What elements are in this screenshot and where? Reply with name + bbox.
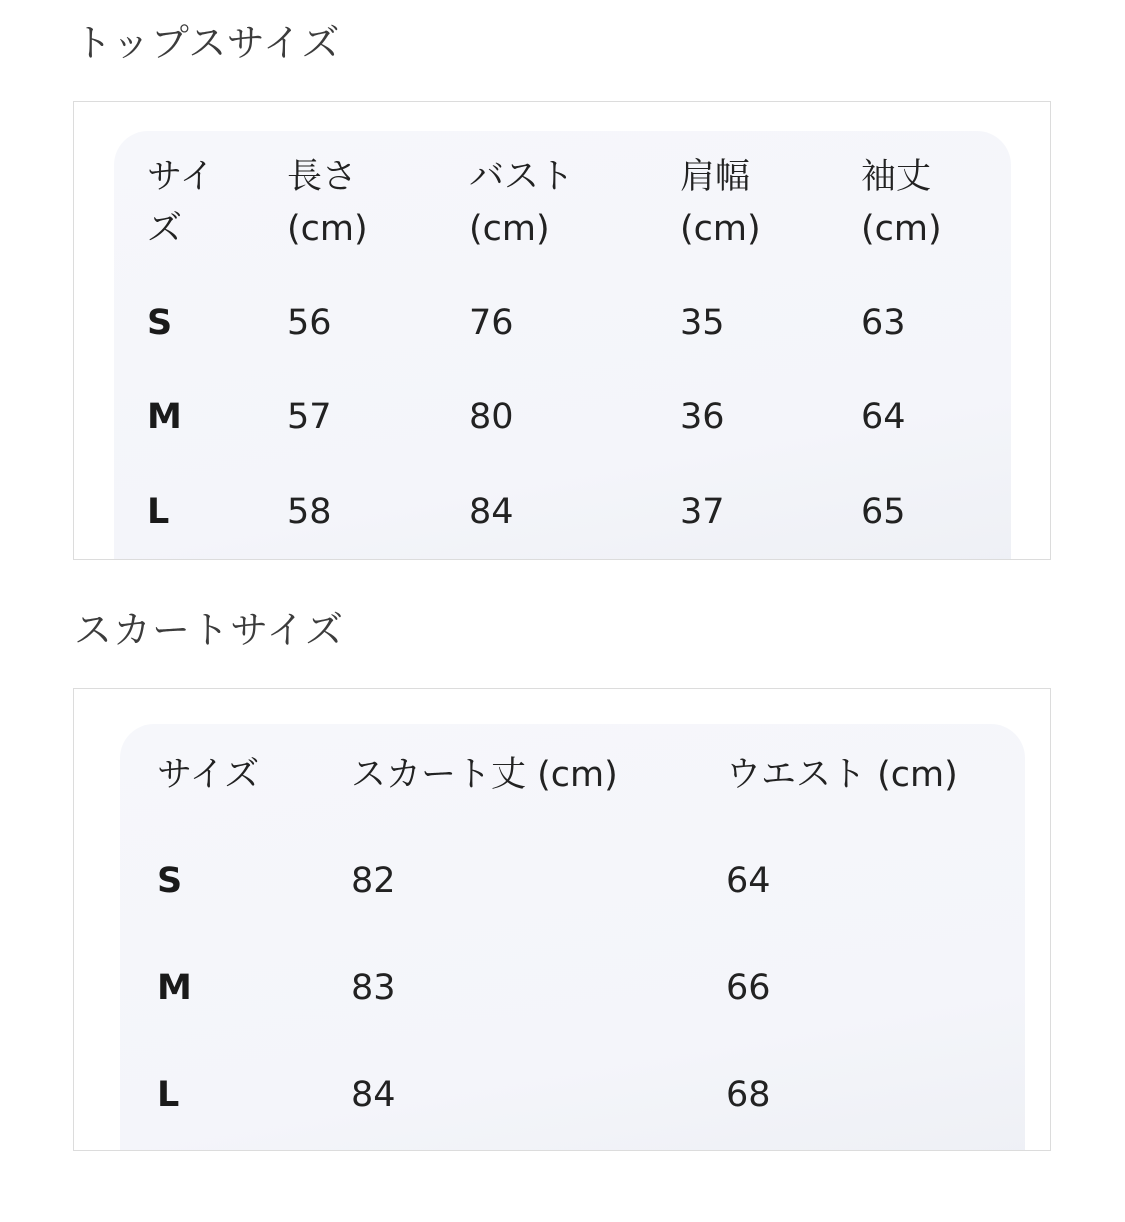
skirt-size-table	[120, 724, 1025, 1151]
header-size	[147, 151, 215, 255]
header-size: サイズ	[157, 755, 260, 795]
tops-size-table-frame	[73, 101, 1051, 560]
header-length-line1: 長さ	[287, 157, 358, 197]
header-shoulder-line1: 肩幅	[680, 157, 751, 197]
skirt-row-m-waist: 66	[726, 968, 771, 1008]
header-size-line1: サイ	[147, 157, 215, 197]
skirt-row-s-length: 82	[351, 861, 396, 901]
tops-row-m-shoulder: 36	[680, 397, 725, 437]
tops-row-s-shoulder: 35	[680, 303, 725, 343]
tops-row-s-bust: 76	[469, 303, 514, 343]
header-bust-line2: (cm)	[469, 209, 550, 249]
tops-row-m-bust: 80	[469, 397, 514, 437]
tops-row-l-shoulder: 37	[680, 492, 725, 532]
tops-row-m-sleeve: 64	[861, 397, 906, 437]
skirt-size-table-frame	[73, 688, 1051, 1151]
header-length-line2: (cm)	[287, 209, 368, 249]
skirt-size-title: スカートサイズ	[74, 608, 344, 652]
skirt-row-l-size: L	[157, 1075, 180, 1115]
header-sleeve	[861, 151, 942, 255]
tops-row-m-size: M	[147, 397, 182, 437]
header-shoulder	[680, 151, 761, 255]
tops-row-s-sleeve: 63	[861, 303, 906, 343]
header-length	[287, 151, 368, 255]
tops-size-table	[114, 131, 1011, 560]
header-bust	[469, 151, 574, 255]
header-shoulder-line2: (cm)	[680, 209, 761, 249]
skirt-row-m-length: 83	[351, 968, 396, 1008]
skirt-row-m-size: M	[157, 968, 192, 1008]
tops-row-s-size: S	[147, 303, 173, 343]
skirt-row-l-length: 84	[351, 1075, 396, 1115]
tops-row-l-sleeve: 65	[861, 492, 906, 532]
header-skirt-length: スカート丈 (cm)	[351, 755, 618, 795]
skirt-row-s-size: S	[157, 861, 183, 901]
header-size-line2: ズ	[147, 209, 183, 249]
tops-size-title: トップスサイズ	[74, 21, 341, 65]
tops-row-l-length: 58	[287, 492, 332, 532]
tops-row-l-size: L	[147, 492, 170, 532]
tops-row-l-bust: 84	[469, 492, 514, 532]
skirt-row-s-waist: 64	[726, 861, 771, 901]
header-sleeve-line1: 袖丈	[861, 157, 932, 197]
tops-row-m-length: 57	[287, 397, 332, 437]
header-waist: ウエスト (cm)	[726, 755, 958, 795]
header-bust-line1: バスト	[469, 157, 575, 197]
header-sleeve-line2: (cm)	[861, 209, 942, 249]
skirt-row-l-waist: 68	[726, 1075, 771, 1115]
tops-row-s-length: 56	[287, 303, 332, 343]
